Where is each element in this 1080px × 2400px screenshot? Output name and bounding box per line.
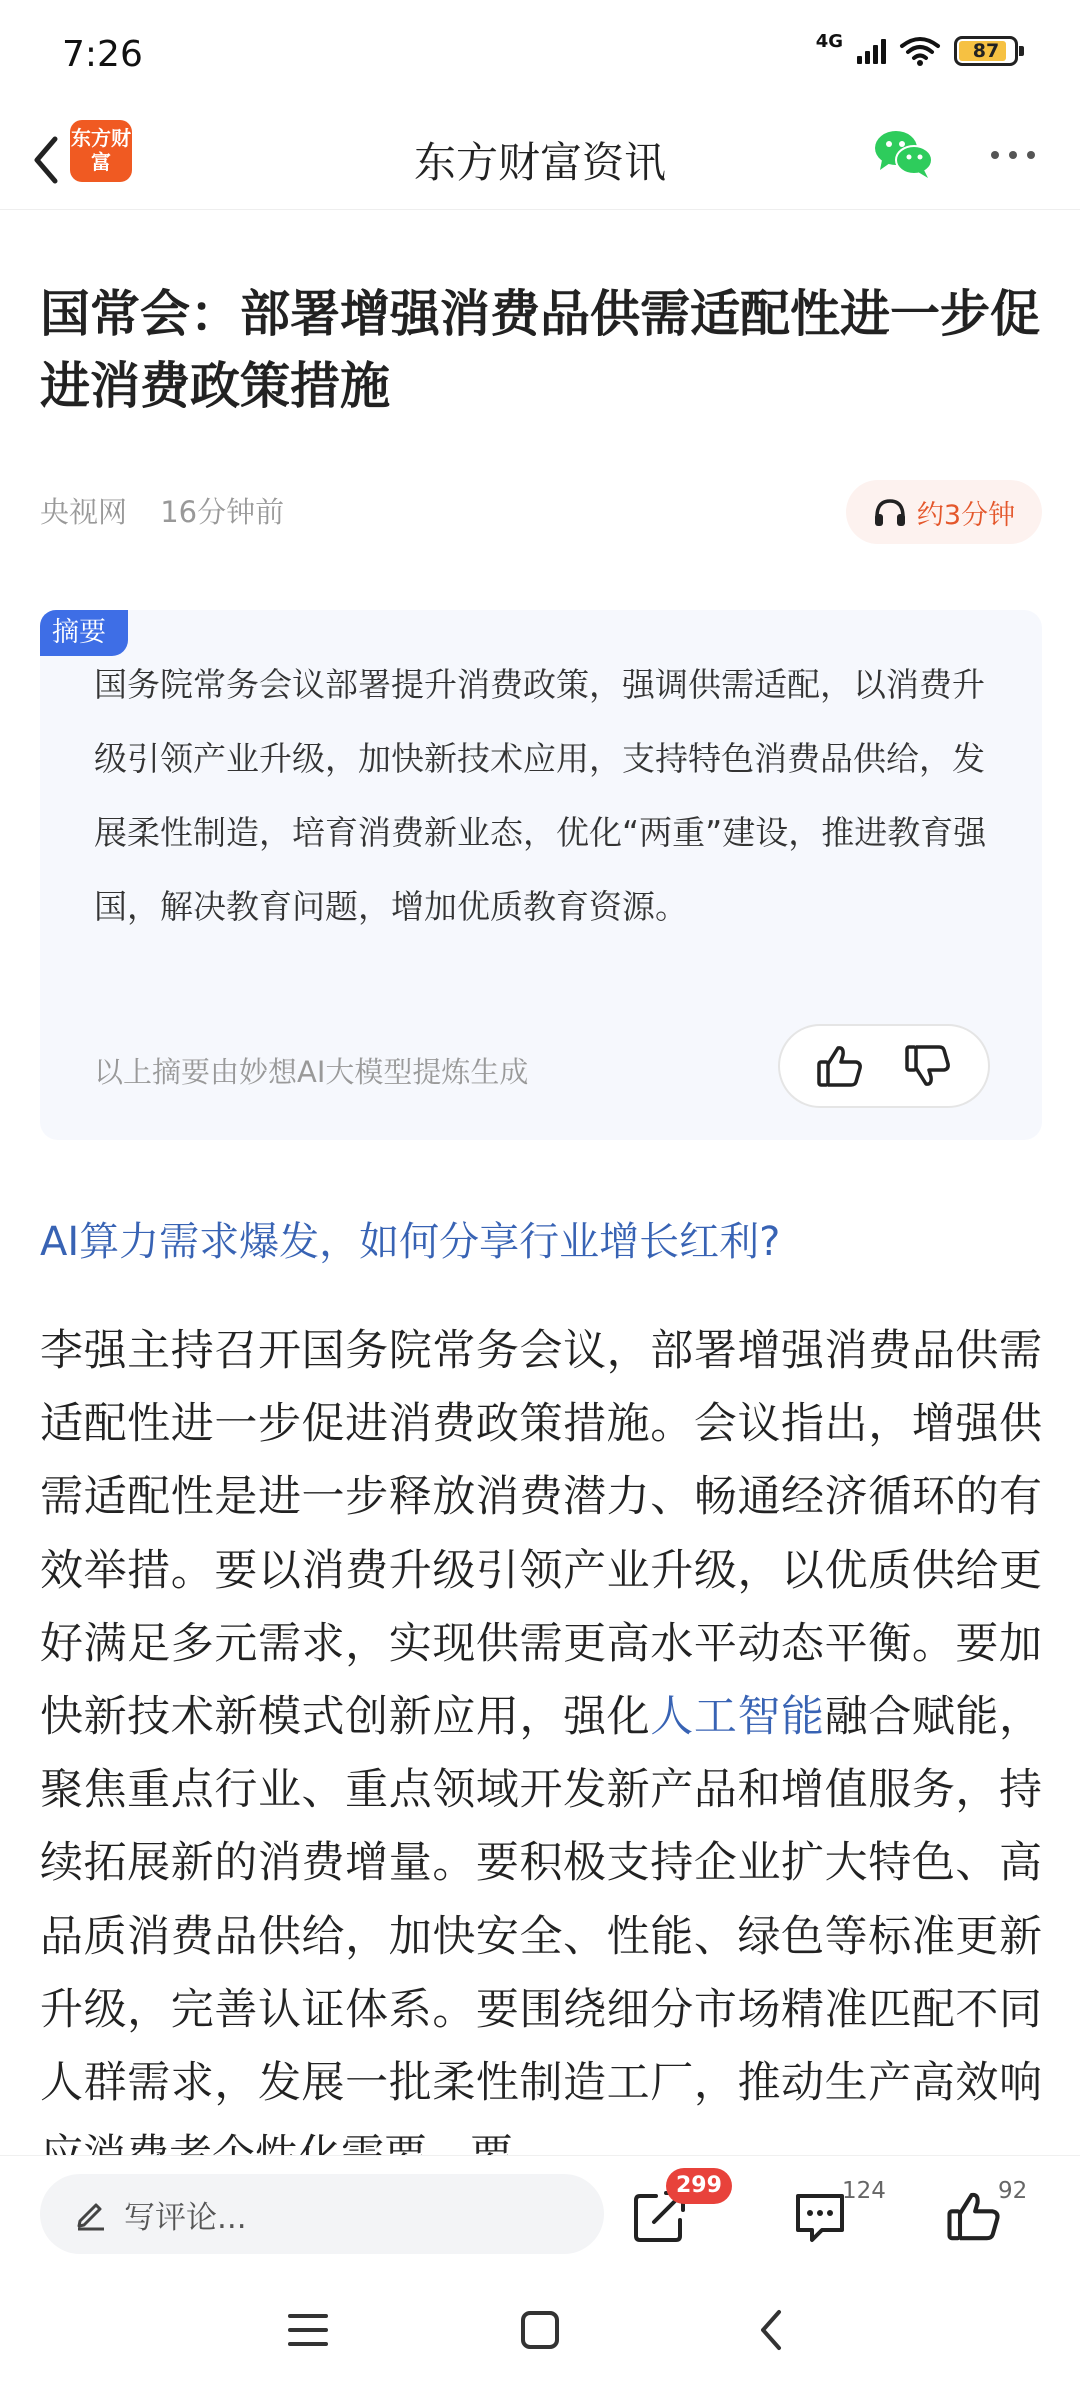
share-count-badge: 299 xyxy=(666,2168,732,2204)
wifi-icon xyxy=(900,36,940,66)
summary-note: 以上摘要由妙想AI大模型提炼生成 xyxy=(94,1055,529,1089)
bottom-action-bar xyxy=(0,2155,1080,2265)
battery-icon xyxy=(954,36,1018,66)
battery-level: 87 xyxy=(972,40,1000,62)
comment-icon xyxy=(792,2188,848,2244)
thumbs-down-icon[interactable] xyxy=(904,1044,952,1088)
wechat-share-button[interactable] xyxy=(872,124,936,184)
menu-icon xyxy=(288,2312,328,2348)
status-bar xyxy=(0,0,1080,110)
article-body xyxy=(40,1315,1042,2155)
like-button[interactable] xyxy=(946,2176,1036,2252)
article-source: 央视网 xyxy=(40,495,128,529)
ai-summary-card xyxy=(40,610,1042,1140)
page-title: 东方财富资讯 xyxy=(413,138,666,187)
article-time: 16分钟前 xyxy=(160,495,285,529)
home-button[interactable] xyxy=(500,2295,580,2365)
recent-apps-button[interactable] xyxy=(268,2295,348,2365)
system-nav-bar xyxy=(0,2265,1080,2400)
summary-text: 国务院常务会议部署提升消费政策，强调供需适配，以消费升级引领产业升级，加快新技术应用，支持特色消费品供给，发展柔性制造，培育消费新业态，优化“两重”建设，推进教育强国，解决教育问题，增加优质教育资源。 xyxy=(94,665,987,926)
article-body-text-1: 李强主持召开国务院常务会议，部署增强消费品供需适配性进一步促进消费政策措施。会议指出，增强供需适配性是进一步释放消费潜力、畅通经济循环的有效举措。要以消费升级引领产业升级，以优质供给更好满足多元需求，实现供需更高水平动态平衡。要加快新技术新模式创新应用，强化 xyxy=(40,1326,1042,1743)
status-time: 7:26 xyxy=(62,34,143,75)
share-button[interactable] xyxy=(630,2173,722,2252)
comment-count: 124 xyxy=(842,2178,886,2204)
keyword-link-ai[interactable]: 人工智能 xyxy=(650,1692,825,1743)
listen-audio-button[interactable] xyxy=(846,480,1042,544)
thumbs-up-icon[interactable] xyxy=(816,1044,864,1088)
like-count: 92 xyxy=(998,2178,1028,2204)
summary-tag: 摘要 xyxy=(40,610,128,656)
promo-link[interactable]: AI算力需求爆发，如何分享行业增长红利? xyxy=(40,1219,781,1265)
thumbs-up-icon xyxy=(946,2188,1002,2244)
comment-input[interactable] xyxy=(40,2174,604,2254)
square-icon xyxy=(520,2310,560,2350)
system-back-button[interactable] xyxy=(732,2295,812,2365)
comments-button[interactable] xyxy=(790,2176,886,2252)
comment-placeholder: 写评论... xyxy=(124,2199,247,2236)
summary-feedback xyxy=(778,1024,990,1108)
more-options-button[interactable] xyxy=(976,130,1050,180)
article-body-text-2: 融合赋能，聚焦重点行业、重点领域开发新产品和增值服务，持续拓展新的消费增量。要积极支持企业扩大特色、高品质消费品供给，加快安全、性能、绿色等标准更新升级，完善认证体系。要围绕细分市场精准匹配不同人群需求，发展一批柔性制造工厂，推动生产高效响 xyxy=(40,1692,1043,2109)
article-title: 国常会：部署增强消费品供需适配性进一步促进消费政策措施 xyxy=(40,285,1040,415)
pencil-icon xyxy=(74,2197,108,2231)
signal-icon xyxy=(857,38,886,64)
brand-logo: 东方财富 xyxy=(70,120,132,182)
top-nav-bar xyxy=(0,110,1080,210)
article-meta xyxy=(40,490,308,531)
listen-duration: 约3分钟 xyxy=(916,499,1016,531)
network-type: 4G xyxy=(815,30,843,52)
chevron-left-icon xyxy=(757,2308,787,2352)
headphones-icon xyxy=(873,497,907,527)
status-icons xyxy=(815,30,1018,66)
wechat-icon xyxy=(872,124,936,184)
